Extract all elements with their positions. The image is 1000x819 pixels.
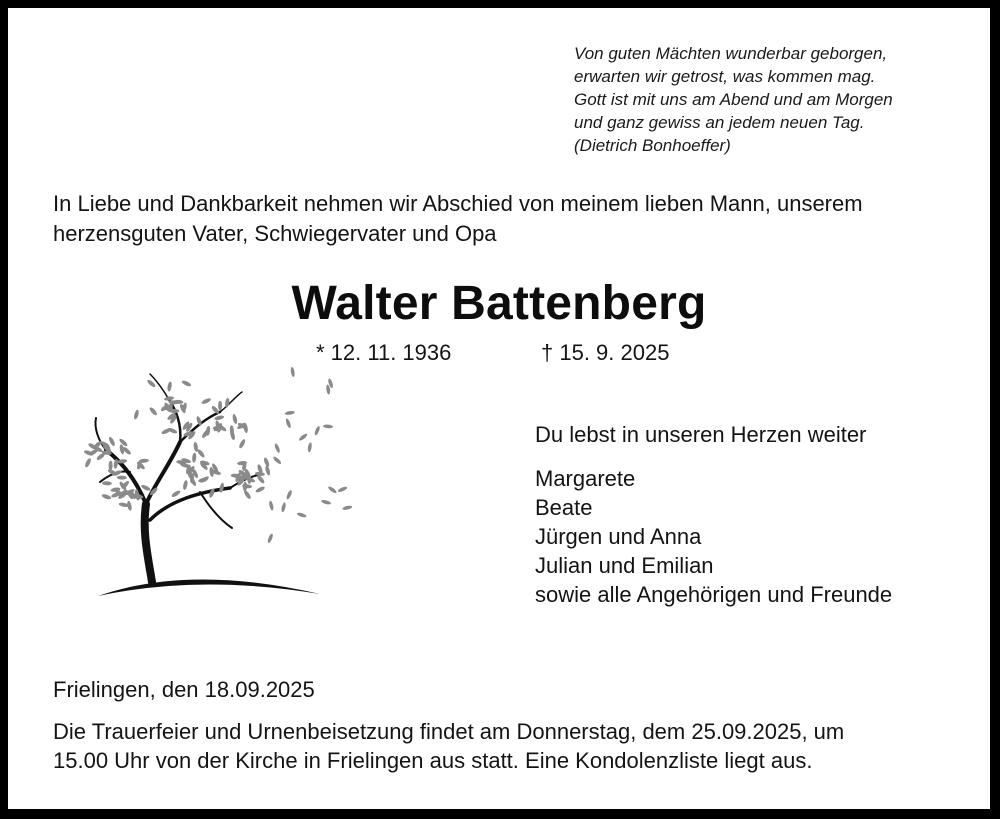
leaf-icon: [109, 460, 113, 470]
death-date: † 15. 9. 2025: [541, 340, 670, 365]
leaf-icon: [102, 481, 112, 486]
mourner-name: Margarete: [535, 466, 636, 491]
farewell-intro: [53, 189, 973, 249]
leaf-icon: [148, 406, 158, 416]
funeral-service-info: [53, 717, 844, 775]
tree-with-falling-leaves-icon: [70, 352, 360, 598]
mourner-name: sowie alle Angehörigen und Freunde: [535, 582, 893, 607]
falling-leaf-icon: [321, 499, 332, 505]
leaf-icon: [182, 480, 188, 491]
deceased-name: Walter Battenberg: [291, 277, 707, 330]
falling-leaf-icon: [327, 485, 337, 494]
quote-line: Von guten Mächten wunderbar geborgen,: [574, 44, 888, 63]
place-and-date: Frielingen, den 18.09.2025: [53, 677, 315, 702]
falling-leaf-icon: [285, 418, 292, 429]
leaf-icon: [201, 397, 212, 405]
falling-leaf-icon: [267, 533, 274, 544]
leaf-icon: [238, 438, 246, 449]
quote-line: erwarten wir getrost, was kommen mag.: [574, 67, 876, 86]
falling-leaf-icon: [286, 490, 293, 501]
service-line: Die Trauerfeier und Urnenbeisetzung findet am Donnerstag, dem 25.09.2025, um: [53, 719, 845, 744]
mourner-name: Jürgen und Anna: [535, 524, 702, 549]
intro-line: In Liebe und Dankbarkeit nehmen wir Abschied von meinem lieben Mann, unserem: [53, 191, 863, 216]
leaf-icon: [181, 379, 192, 387]
leaf-icon: [264, 465, 271, 476]
falling-leaf-icon: [290, 367, 295, 377]
leaf-icon: [169, 409, 179, 413]
falling-leaf-icon: [307, 442, 312, 452]
falling-leaf-icon: [323, 424, 333, 428]
intro-line: herzensguten Vater, Schwiegervater und Opa: [53, 221, 497, 246]
leaf-icon: [218, 401, 222, 411]
ground-hill-icon: [98, 579, 320, 596]
falling-leaf-icon: [342, 505, 353, 511]
falling-leaf-icon: [298, 433, 308, 442]
falling-leaf-icon: [337, 486, 348, 493]
quote-line: und ganz gewiss an jedem neuen Tag.: [574, 113, 865, 132]
mourner-name: Beate: [535, 495, 593, 520]
birth-date: * 12. 11. 1936: [316, 340, 452, 365]
quote-author: (Dietrich Bonhoeffer): [574, 136, 731, 155]
falling-leaves-icon: [267, 367, 353, 544]
leaf-icon: [117, 475, 127, 479]
leaf-icon: [192, 453, 197, 463]
leaf-icon: [255, 485, 266, 493]
memorial-motto: Du lebst in unseren Herzen weiter: [535, 422, 867, 447]
leaf-icon: [133, 409, 140, 420]
leaf-icon: [84, 457, 92, 468]
falling-leaf-icon: [296, 512, 307, 518]
bonhoeffer-quote: [574, 42, 974, 157]
service-line: 15.00 Uhr von der Kirche in Frielingen aus statt. Eine Kondolenzliste liegt aus.: [53, 748, 813, 773]
mourner-name: Julian und Emilian: [535, 553, 714, 578]
leaf-icon: [214, 415, 225, 421]
leaf-icon: [101, 493, 112, 500]
falling-leaf-icon: [285, 410, 295, 415]
obituary-notice: [8, 8, 990, 809]
falling-leaf-icon: [281, 502, 287, 513]
leaf-icon: [140, 484, 151, 492]
leaf-icon: [196, 416, 203, 427]
mourners-list: [535, 464, 892, 609]
leaf-icon: [232, 414, 238, 425]
falling-leaf-icon: [274, 443, 281, 454]
leaf-icon: [171, 489, 182, 498]
leaf-icon: [118, 438, 128, 448]
falling-leaf-icon: [314, 425, 321, 436]
falling-leaf-icon: [268, 500, 274, 511]
leaf-icon: [167, 381, 173, 392]
falling-leaf-icon: [272, 456, 282, 465]
quote-line: Gott ist mit uns am Abend und am Morgen: [574, 90, 893, 109]
leaf-icon: [108, 436, 116, 447]
